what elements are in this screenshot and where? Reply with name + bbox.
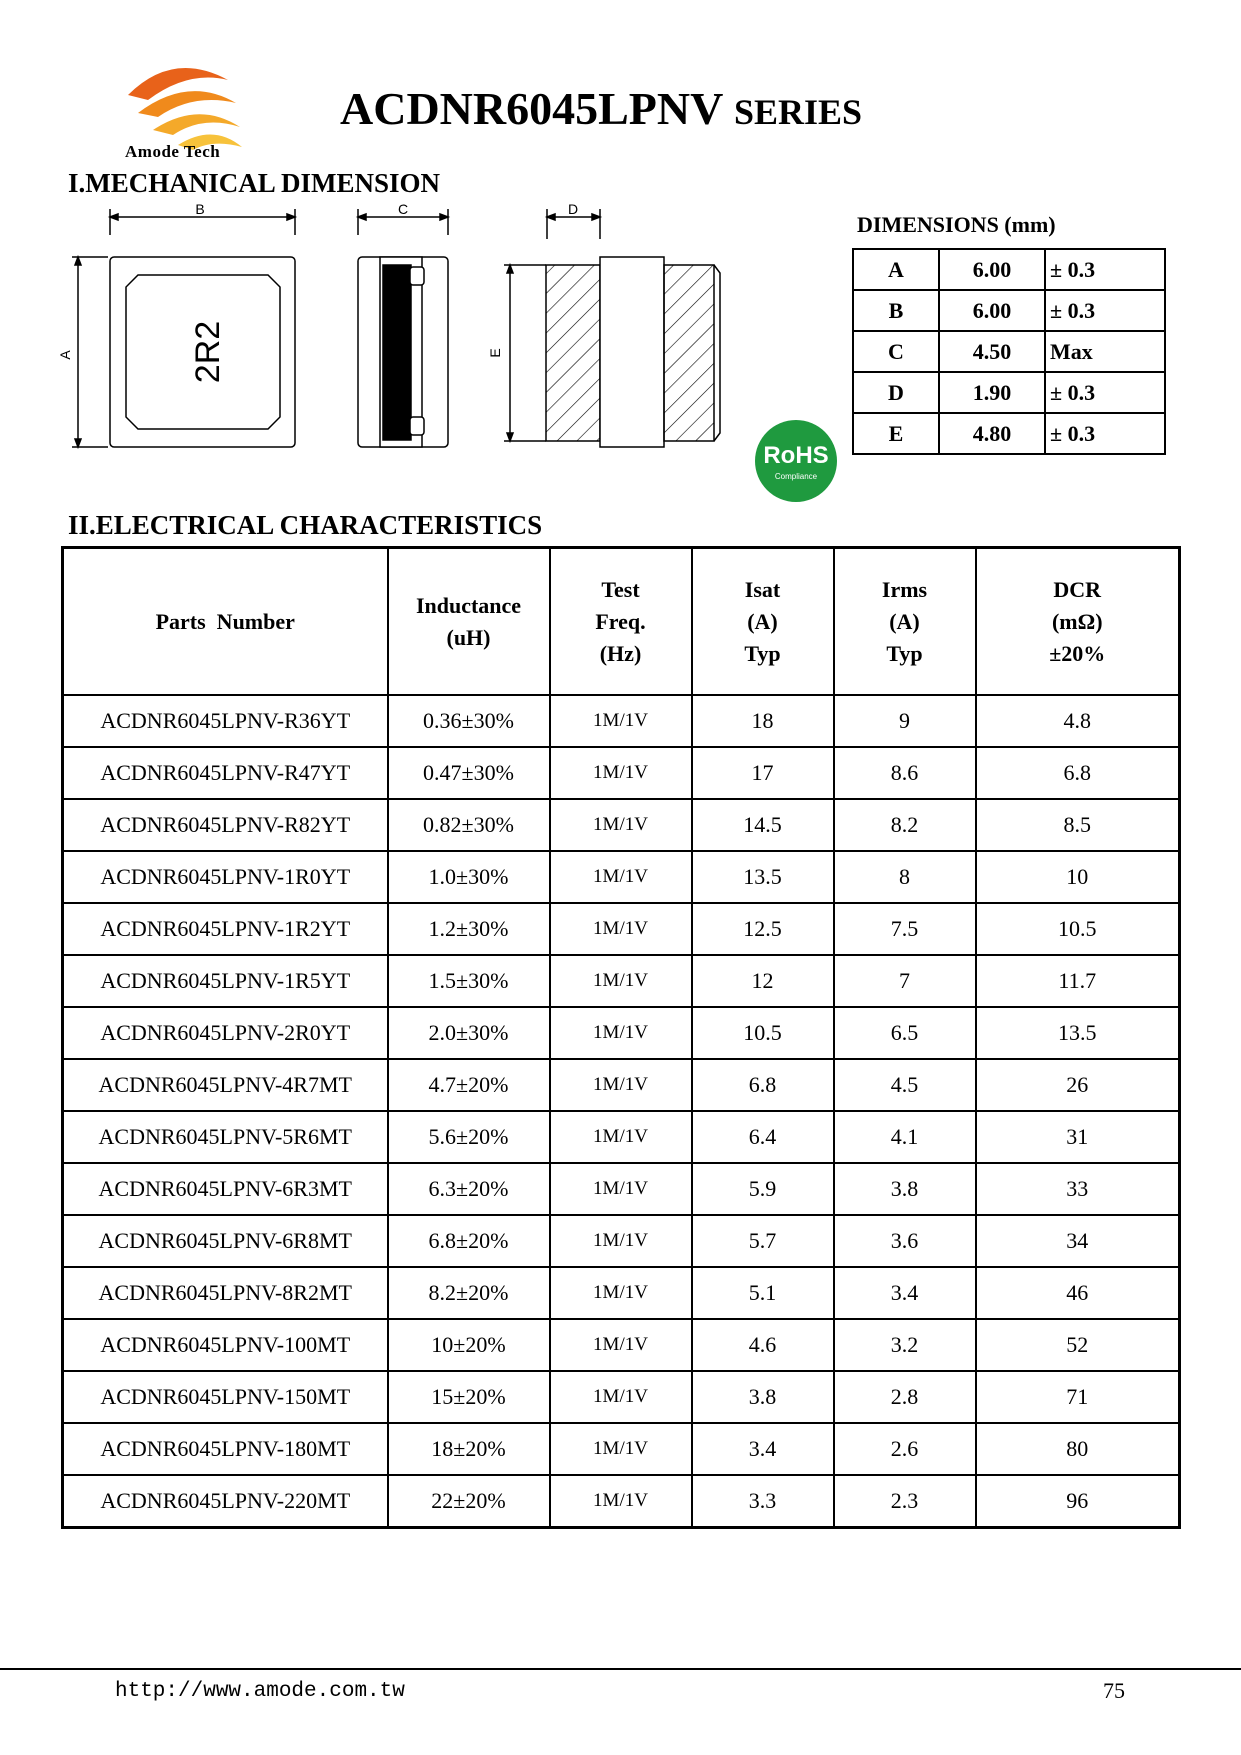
label-e: E — [487, 348, 503, 358]
cell-isat: 12.5 — [692, 903, 834, 955]
cell-dcr: 52 — [976, 1319, 1180, 1371]
cell-parts-number: ACDNR6045LPNV-R47YT — [63, 747, 388, 799]
cell-parts-number: ACDNR6045LPNV-4R7MT — [63, 1059, 388, 1111]
cell-inductance: 6.8±20% — [388, 1215, 550, 1267]
cell-irms: 8.6 — [834, 747, 976, 799]
header-test-freq — [550, 548, 692, 696]
cell-parts-number: ACDNR6045LPNV-100MT — [63, 1319, 388, 1371]
table-row — [63, 1059, 1180, 1111]
dimension-row — [853, 249, 1165, 290]
dimension-tol: ± 0.3 — [1045, 413, 1165, 454]
rohs-badge — [755, 420, 837, 502]
cell-test-freq: 1M/1V — [550, 1319, 692, 1371]
cell-dcr: 46 — [976, 1267, 1180, 1319]
cell-isat: 3.8 — [692, 1371, 834, 1423]
header-dcr — [976, 548, 1180, 696]
cell-isat: 4.6 — [692, 1319, 834, 1371]
cell-dcr: 8.5 — [976, 799, 1180, 851]
cell-test-freq: 1M/1V — [550, 1423, 692, 1475]
cell-inductance: 1.0±30% — [388, 851, 550, 903]
cell-irms: 3.4 — [834, 1267, 976, 1319]
cell-isat: 18 — [692, 695, 834, 747]
cell-dcr: 96 — [976, 1475, 1180, 1528]
table-row — [63, 1319, 1180, 1371]
cell-test-freq: 1M/1V — [550, 1267, 692, 1319]
cell-dcr: 80 — [976, 1423, 1180, 1475]
cell-test-freq: 1M/1V — [550, 1371, 692, 1423]
dimension-row — [853, 290, 1165, 331]
cell-isat: 6.4 — [692, 1111, 834, 1163]
cell-irms: 2.3 — [834, 1475, 976, 1528]
table-row — [63, 851, 1180, 903]
cell-inductance: 1.5±30% — [388, 955, 550, 1007]
dimension-row — [853, 413, 1165, 454]
cell-test-freq: 1M/1V — [550, 851, 692, 903]
footer-url[interactable]: http://www.amode.com.tw — [115, 1680, 405, 1703]
header-line: Freq. — [595, 608, 646, 634]
dimension-value: 6.00 — [939, 290, 1045, 331]
header-inductance — [388, 548, 550, 696]
cell-isat: 5.7 — [692, 1215, 834, 1267]
cell-dcr: 13.5 — [976, 1007, 1180, 1059]
dimension-tol: Max — [1045, 331, 1165, 372]
dimension-name: C — [853, 331, 939, 372]
marking-2r2: 2R2 — [188, 320, 227, 384]
cell-parts-number: ACDNR6045LPNV-5R6MT — [63, 1111, 388, 1163]
cell-irms: 7.5 — [834, 903, 976, 955]
header-parts-number — [63, 548, 388, 696]
cell-parts-number: ACDNR6045LPNV-1R0YT — [63, 851, 388, 903]
cell-inductance: 0.47±30% — [388, 747, 550, 799]
header-line: Test — [601, 576, 640, 602]
cell-parts-number: ACDNR6045LPNV-220MT — [63, 1475, 388, 1528]
cell-irms: 2.8 — [834, 1371, 976, 1423]
cell-test-freq: 1M/1V — [550, 747, 692, 799]
cell-dcr: 26 — [976, 1059, 1180, 1111]
label-c: C — [397, 201, 409, 217]
electrical-heading: II.ELECTRICAL CHARACTERISTICS — [68, 510, 543, 540]
cell-isat: 14.5 — [692, 799, 834, 851]
table-row — [63, 1475, 1180, 1528]
header-isat — [692, 548, 834, 696]
cell-inductance: 22±20% — [388, 1475, 550, 1528]
cell-inductance: 2.0±30% — [388, 1007, 550, 1059]
header-line: (uH) — [446, 624, 491, 650]
label-b: B — [195, 201, 205, 217]
cell-parts-number: ACDNR6045LPNV-1R5YT — [63, 955, 388, 1007]
cell-test-freq: 1M/1V — [550, 1059, 692, 1111]
header-line: Typ — [886, 640, 923, 666]
cell-irms: 8 — [834, 851, 976, 903]
dimension-value: 4.80 — [939, 413, 1045, 454]
header-line: ±20% — [1049, 640, 1106, 666]
header-line: Typ — [744, 640, 781, 666]
header-line: Isat — [744, 576, 781, 602]
rohs-sub: Compliance — [774, 472, 818, 481]
title-suffix: SERIES — [734, 92, 863, 132]
table-row — [63, 799, 1180, 851]
cell-inductance: 4.7±20% — [388, 1059, 550, 1111]
table-row — [63, 747, 1180, 799]
cell-dcr: 33 — [976, 1163, 1180, 1215]
dimension-value: 4.50 — [939, 331, 1045, 372]
cell-test-freq: 1M/1V — [550, 1007, 692, 1059]
cell-irms: 3.2 — [834, 1319, 976, 1371]
table-header-row — [63, 548, 1180, 696]
cell-dcr: 71 — [976, 1371, 1180, 1423]
cell-test-freq: 1M/1V — [550, 1215, 692, 1267]
side-view — [358, 209, 448, 447]
table-row — [63, 1163, 1180, 1215]
top-view — [72, 209, 295, 447]
electrical-table — [61, 546, 1181, 1529]
cell-dcr: 11.7 — [976, 955, 1180, 1007]
cell-inductance: 0.36±30% — [388, 695, 550, 747]
header-line: Irms — [881, 576, 928, 602]
dimension-name: B — [853, 290, 939, 331]
cell-parts-number: ACDNR6045LPNV-6R8MT — [63, 1215, 388, 1267]
cell-dcr: 31 — [976, 1111, 1180, 1163]
cell-irms: 8.2 — [834, 799, 976, 851]
header-line: (mΩ) — [1051, 608, 1103, 634]
header-line: (A) — [889, 608, 920, 634]
label-d: D — [567, 201, 579, 217]
header-line: (A) — [747, 608, 778, 634]
header-line: Inductance — [415, 592, 522, 618]
header-irms — [834, 548, 976, 696]
dimension-tol: ± 0.3 — [1045, 290, 1165, 331]
cell-irms: 6.5 — [834, 1007, 976, 1059]
cell-isat: 5.1 — [692, 1267, 834, 1319]
cell-isat: 13.5 — [692, 851, 834, 903]
dimension-name: D — [853, 372, 939, 413]
cell-isat: 3.4 — [692, 1423, 834, 1475]
cell-inductance: 6.3±20% — [388, 1163, 550, 1215]
dimension-row — [853, 331, 1165, 372]
dimension-row — [853, 372, 1165, 413]
dimension-name: A — [853, 249, 939, 290]
cell-irms: 4.5 — [834, 1059, 976, 1111]
cell-irms: 7 — [834, 955, 976, 1007]
cell-isat: 12 — [692, 955, 834, 1007]
cell-parts-number: ACDNR6045LPNV-180MT — [63, 1423, 388, 1475]
table-row — [63, 955, 1180, 1007]
cell-dcr: 6.8 — [976, 747, 1180, 799]
label-a: A — [57, 350, 73, 360]
cell-test-freq: 1M/1V — [550, 955, 692, 1007]
table-row — [63, 1267, 1180, 1319]
cell-dcr: 4.8 — [976, 695, 1180, 747]
cell-dcr: 34 — [976, 1215, 1180, 1267]
cell-dcr: 10 — [976, 851, 1180, 903]
cell-isat: 10.5 — [692, 1007, 834, 1059]
table-row — [63, 1371, 1180, 1423]
header-line: DCR — [1053, 576, 1102, 602]
cell-irms: 3.6 — [834, 1215, 976, 1267]
table-row — [63, 1111, 1180, 1163]
cell-inductance: 1.2±30% — [388, 903, 550, 955]
cell-inductance: 5.6±20% — [388, 1111, 550, 1163]
cell-isat: 6.8 — [692, 1059, 834, 1111]
table-row — [63, 1423, 1180, 1475]
cell-parts-number: ACDNR6045LPNV-R36YT — [63, 695, 388, 747]
cell-test-freq: 1M/1V — [550, 1475, 692, 1528]
footer-divider — [0, 1668, 1241, 1670]
cell-test-freq: 1M/1V — [550, 1111, 692, 1163]
table-row — [63, 1215, 1180, 1267]
cell-parts-number: ACDNR6045LPNV-2R0YT — [63, 1007, 388, 1059]
table-row — [63, 695, 1180, 747]
mechanical-heading: I.MECHANICAL DIMENSION — [68, 168, 441, 198]
cell-isat: 3.3 — [692, 1475, 834, 1528]
cell-inductance: 15±20% — [388, 1371, 550, 1423]
header-line: (Hz) — [599, 640, 642, 666]
cell-test-freq: 1M/1V — [550, 903, 692, 955]
dimension-value: 6.00 — [939, 249, 1045, 290]
mechanical-drawing — [57, 201, 750, 465]
cell-parts-number: ACDNR6045LPNV-1R2YT — [63, 903, 388, 955]
cell-irms: 3.8 — [834, 1163, 976, 1215]
cell-test-freq: 1M/1V — [550, 799, 692, 851]
dimension-name: E — [853, 413, 939, 454]
rohs-label: RoHS — [763, 442, 829, 469]
cell-inductance: 10±20% — [388, 1319, 550, 1371]
title-main: ACDNR6045LPNV — [340, 83, 723, 134]
cell-test-freq: 1M/1V — [550, 695, 692, 747]
cell-parts-number: ACDNR6045LPNV-6R3MT — [63, 1163, 388, 1215]
cell-dcr: 10.5 — [976, 903, 1180, 955]
cell-test-freq: 1M/1V — [550, 1163, 692, 1215]
cell-isat: 17 — [692, 747, 834, 799]
cell-inductance: 8.2±20% — [388, 1267, 550, 1319]
cell-irms: 4.1 — [834, 1111, 976, 1163]
cell-irms: 2.6 — [834, 1423, 976, 1475]
dimension-tol: ± 0.3 — [1045, 372, 1165, 413]
cell-parts-number: ACDNR6045LPNV-150MT — [63, 1371, 388, 1423]
cell-inductance: 0.82±30% — [388, 799, 550, 851]
dimension-value: 1.90 — [939, 372, 1045, 413]
header-line: Parts Number — [155, 608, 295, 634]
dimension-tol: ± 0.3 — [1045, 249, 1165, 290]
table-row — [63, 903, 1180, 955]
dimensions-title: DIMENSIONS (mm) — [857, 212, 1056, 237]
section-view — [504, 209, 720, 447]
cell-parts-number: ACDNR6045LPNV-R82YT — [63, 799, 388, 851]
dimensions-table — [852, 248, 1166, 455]
cell-isat: 5.9 — [692, 1163, 834, 1215]
page-number: 75 — [1103, 1678, 1125, 1703]
logo-text: Amode Tech — [125, 142, 221, 161]
cell-parts-number: ACDNR6045LPNV-8R2MT — [63, 1267, 388, 1319]
cell-inductance: 18±20% — [388, 1423, 550, 1475]
cell-irms: 9 — [834, 695, 976, 747]
page-title — [340, 82, 862, 135]
table-row — [63, 1007, 1180, 1059]
